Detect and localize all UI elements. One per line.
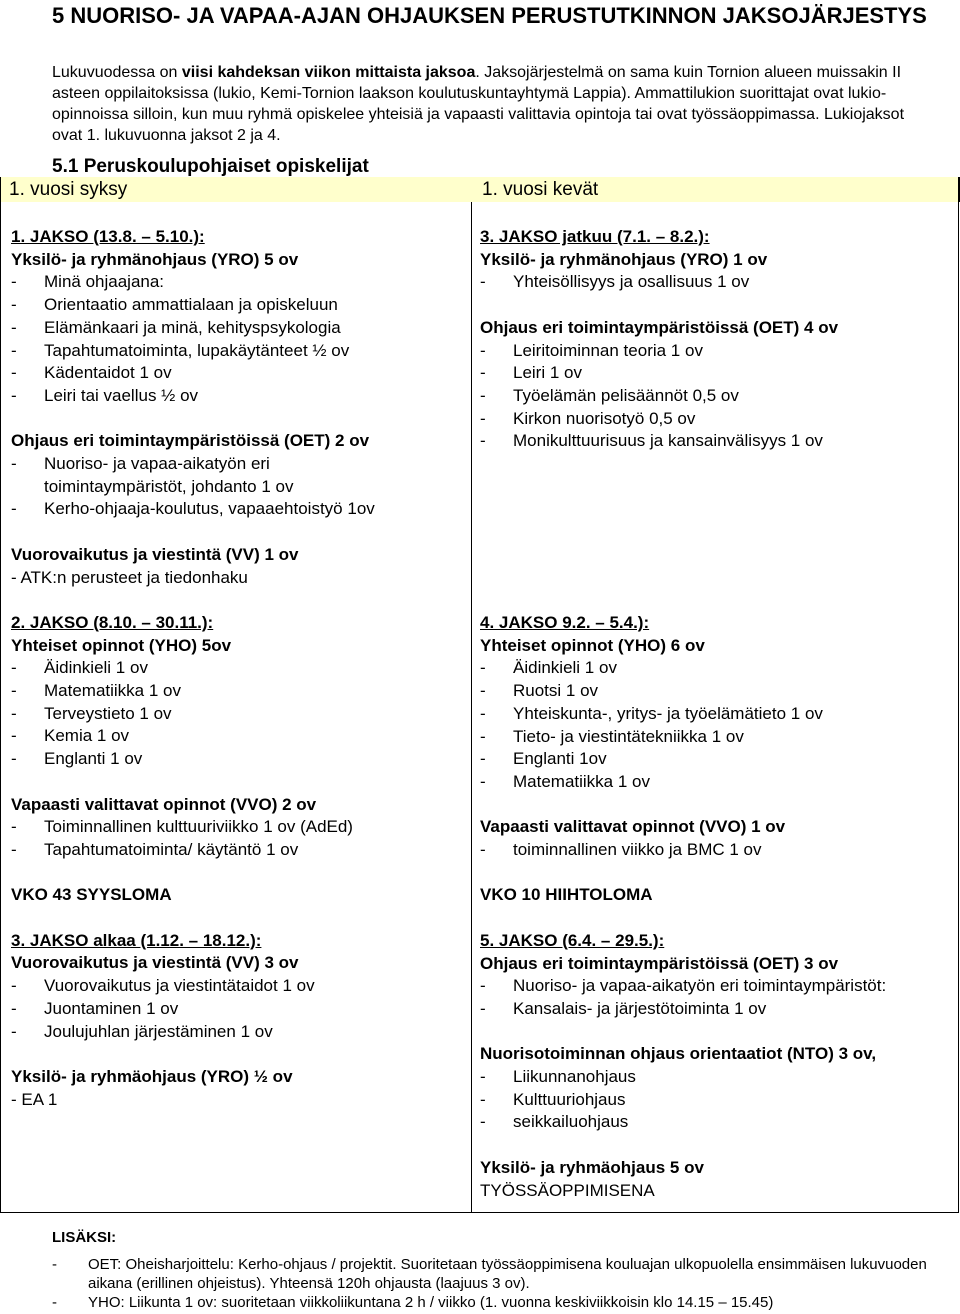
list-item: - Kirkon nuorisotyö 0,5 ov [480,408,696,428]
list-item: - Ruotsi 1 ov [480,681,599,701]
r-p5-tyo: TYÖSSÄOPPIMISENA [480,1180,655,1200]
list-item: - Orientaatio ammattialaan ja opiskeluun [11,295,338,315]
list-item: - Kansalais- ja järjestötoiminta 1 ov [480,998,767,1018]
period-3-title: 3. JAKSO alkaa (1.12. – 18.12.): [11,930,262,950]
list-item: - Äidinkieli 1 ov [480,658,617,678]
list-item: - Monikulttuurisuus ja kansainvälisyys 1 ov [480,431,823,451]
year-left-label: 1. vuosi syksy [9,179,128,200]
list-item: - Tieto- ja viestintätekniikka 1 ov [480,726,744,746]
p3-yro-heading: Yksilö- ja ryhmäohjaus (YRO) ½ ov [11,1066,293,1086]
list-item: - seikkailuohjaus [480,1112,629,1132]
r-p5-nto-heading: Nuorisotoiminnan ohjaus orientaatiot (NTO) 3 ov, [480,1044,877,1064]
table-border-right [958,177,959,1213]
list-item: - Yhteiskunta-, yritys- ja työelämätieto 1 ov [480,703,823,723]
list-item: - Leiri 1 ov [480,363,582,383]
right-column [480,226,950,1202]
period-1-title: 1. JAKSO (13.8. – 5.10.): [11,227,205,246]
r-p4-yho-heading: Yhteiset opinnot (YHO) 6 ov [480,635,705,655]
list-item: - Tapahtumatoiminta, lupakäytänteet ½ ov [11,340,350,360]
notes-section [52,1228,932,1312]
list-item: - Nuoriso- ja vapaa-aikatyön eri toimintaympäristöt: [480,976,887,996]
intro-paragraph [52,62,932,146]
list-item: - Englanti 1 ov [11,749,143,769]
year-header-bar [0,177,960,202]
intro-lead: Lukuvuodessa on [52,64,182,81]
p2-vvo-heading: Vapaasti valittavat opinnot (VVO) 2 ov [11,794,317,814]
page-title: 5 NUORISO- JA VAPAA-AJAN OHJAUKSEN PERUSTUTKINNON JAKSOJÄRJESTYS [52,3,927,28]
list-item: - Minä ohjaajana: [11,272,165,292]
r-p3-oet-heading: Ohjaus eri toimintaympäristöissä (OET) 4 ov [480,317,839,337]
p1-oet-heading: Ohjaus eri toimintaympäristöissä (OET) 2 ov [11,431,370,451]
section-subheading: 5.1 Peruskoulupohjaiset opiskelijat [52,156,369,177]
list-item: - Terveystieto 1 ov [11,703,172,723]
intro-rest: . Jaksojärjestelmä on sama kuin Tornion alueen muissakin II asteen oppilaitoksissa (lukio, Kemi-Tornion laakson koulutuskuntayhtymä Lappia). Ammattilukion suorittajat ovat lukio-opinnoissa silloin, kun muu ryhmä opiskelee yhteisiä ja vapaasti valittavia opintoja tai ovat työssäoppimassa. Lukiojaksot ovat 1. lukuvuonna jaksot 2 ja 4. [52,64,905,144]
list-item: - Matematiikka 1 ov [480,771,650,791]
table-border-bottom [0,1212,959,1213]
period-4-title: 4. JAKSO 9.2. – 5.4.): [480,613,650,633]
list-item: - Vuorovaikutus ja viestintätaidot 1 ov [11,976,315,996]
list-item: - Elämänkaari ja minä, kehityspsykologia [11,317,341,337]
table-divider [471,202,472,1213]
p1-vv-heading: Vuorovaikutus ja viestintä (VV) 1 ov [11,544,299,564]
r-p5-oet-heading: Ohjaus eri toimintaympäristöissä (OET) 3 ov [480,953,839,973]
list-item: - Nuoriso- ja vapaa-aikatyön eri toimintaympäristöt, johdanto 1 ov [11,454,294,496]
p3-vv-heading: Vuorovaikutus ja viestintä (VV) 3 ov [11,953,299,973]
period-5-title: 5. JAKSO (6.4. – 29.5.): [480,930,665,950]
list-item: - Äidinkieli 1 ov [11,658,148,678]
list-item: - Kulttuuriohjaus [480,1089,626,1109]
p2-yho-heading: Yhteiset opinnot (YHO) 5ov [11,635,232,655]
list-item: - Juontaminen 1 ov [11,998,179,1018]
list-item: - Yhteisöllisyys ja osallisuus 1 ov [480,272,750,292]
intro-bold: viisi kahdeksan viikon mittaista jaksoa [181,64,476,81]
table-border-left [0,177,1,1213]
period-2-title: 2. JAKSO (8.10. – 30.11.): [11,612,214,632]
r-p4-vvo-heading: Vapaasti valittavat opinnot (VVO) 1 ov [480,817,786,837]
list-item: - Matematiikka 1 ov [11,681,181,701]
p1-vv-item: - ATK:n perusteet ja tiedonhaku [11,567,248,587]
list-item: - Liikunnanohjaus [480,1067,636,1087]
list-item: - Kädentaidot 1 ov [11,363,172,383]
list-item: - Toiminnallinen kulttuuriviikko 1 ov (AdEd) [11,817,353,837]
autumn-break: VKO 43 SYYSLOMA [11,885,172,905]
list-item: - Englanti 1ov [480,749,607,769]
period-3-cont-title: 3. JAKSO jatkuu (7.1. – 8.2.): [480,227,710,246]
winter-break: VKO 10 HIIHTOLOMA [480,885,653,905]
r-p3-yro-heading: Yksilö- ja ryhmänohjaus (YRO) 1 ov [480,249,768,269]
list-item: - Leiri tai vaellus ½ ov [11,385,199,405]
p3-yro-item: - EA 1 [11,1089,58,1109]
r-p5-yro-heading: Yksilö- ja ryhmäohjaus 5 ov [480,1157,704,1177]
left-column [11,226,466,1111]
note-item: - OET: Oheisharjoittelu: Kerho-ohjaus / projektit. Suoritetaan työssäoppimisena kouluajan ulkopuolella ensimmäisen lukuvuoden aikana (erillinen ohjeistus). Yhteensä 120h ohjausta (laajuus 3 ov). [52,1256,927,1292]
list-item: - Kemia 1 ov [11,726,130,746]
notes-title: LISÄKSI: [52,1229,117,1246]
list-item: - toiminnallinen viikko ja BMC 1 ov [480,840,762,860]
note-item: - YHO: Liikunta 1 ov: suoritetaan viikkoliikuntana 2 h / viikko (1. vuonna keskiviikkoisin klo 14.15 – 15.45) [52,1294,774,1311]
list-item: - Kerho-ohjaaja-koulutus, vapaaehtoistyö 1ov [11,499,375,519]
p1-yro-heading: Yksilö- ja ryhmänohjaus (YRO) 5 ov [11,249,299,269]
year-right-label: 1. vuosi kevät [482,179,599,200]
list-item: - Joulujuhlan järjestäminen 1 ov [11,1021,273,1041]
list-item: - Työelämän pelisäännöt 0,5 ov [480,385,739,405]
list-item: - Tapahtumatoiminta/ käytäntö 1 ov [11,839,299,859]
list-item: - Leiritoiminnan teoria 1 ov [480,340,703,360]
